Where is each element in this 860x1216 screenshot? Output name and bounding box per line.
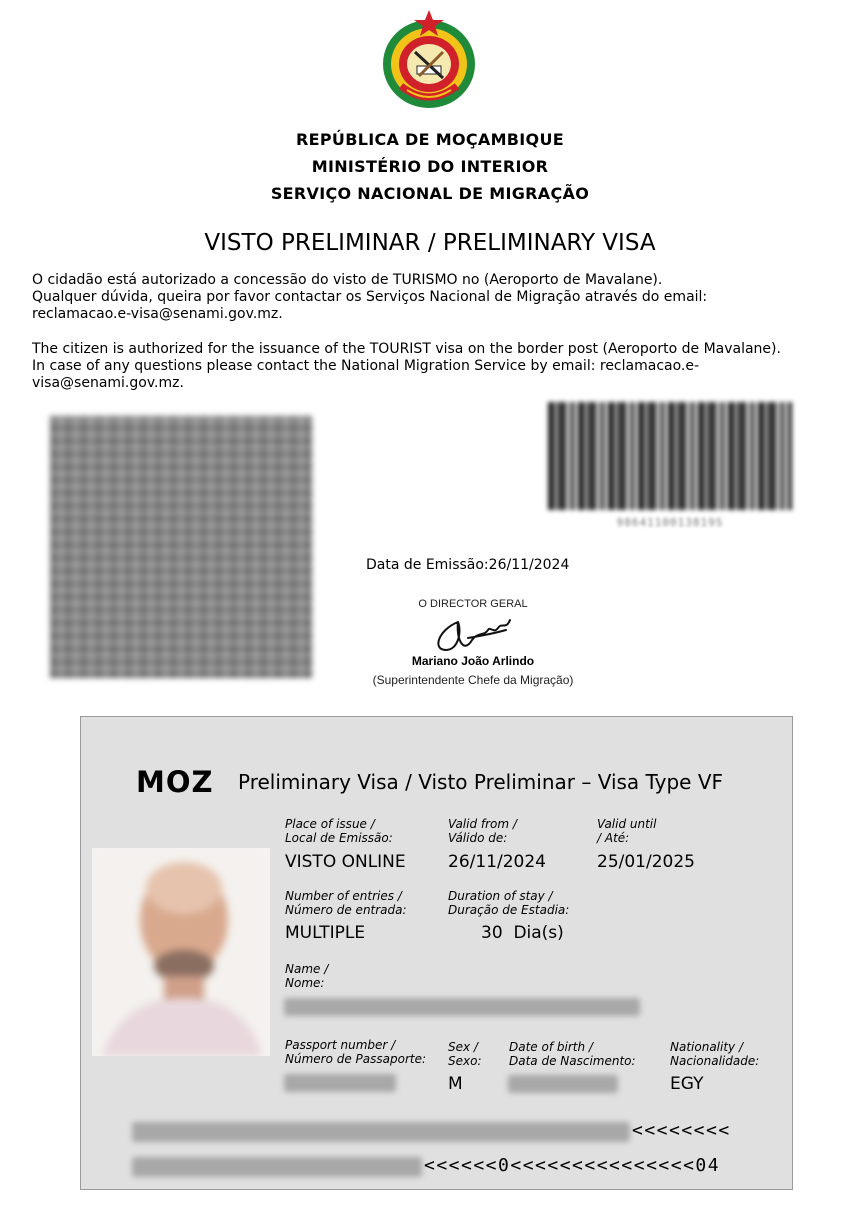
passport-label <box>285 1038 426 1066</box>
dob-label-pt: Data de Nascimento: <box>509 1054 636 1068</box>
duration-label-pt: Duração de Estadia: <box>448 903 570 917</box>
entries-label <box>285 889 407 917</box>
qr-code <box>50 416 312 678</box>
valid-from-value: 26/11/2024 <box>448 852 546 872</box>
entries-value: MULTIPLE <box>285 923 366 943</box>
dob-redacted <box>508 1075 618 1093</box>
signature-title: O DIRECTOR GERAL <box>418 598 528 610</box>
duration-label <box>448 889 569 917</box>
issue-date-value: 26/11/2024 <box>488 557 570 573</box>
valid-until-label-pt: / Até: <box>597 831 630 845</box>
passport-number-redacted <box>284 1074 396 1092</box>
valid-from-label <box>448 817 517 845</box>
visa-type-title: Preliminary Visa / Visto Preliminar – Visa Type VF <box>238 770 724 794</box>
sex-label-en: Sex / <box>448 1040 478 1054</box>
handwritten-signature <box>428 610 518 660</box>
nationality-label-en: Nationality / <box>670 1040 744 1054</box>
mrz-line-1-redacted <box>132 1122 630 1142</box>
nationality-label <box>670 1040 759 1068</box>
place-of-issue-label-en: Place of issue / <box>285 817 375 831</box>
entries-label-pt: Número de entrada: <box>285 903 407 917</box>
paragraph-pt-line-1: O cidadão está autorizado a concessão do visto de TURISMO no (Aeroporto de Mavalane). <box>32 272 663 288</box>
signatory-role: (Superintendente Chefe da Migração) <box>372 673 574 687</box>
sex-value: M <box>448 1074 463 1094</box>
name-label <box>285 962 328 990</box>
header-republic: REPÚBLICA DE MOÇAMBIQUE <box>296 130 564 149</box>
place-of-issue-label <box>285 817 393 845</box>
dob-label-en: Date of birth / <box>509 1040 593 1054</box>
valid-until-label <box>597 817 656 845</box>
mrz-line-2-redacted <box>132 1157 422 1177</box>
valid-until-label-en: Valid until <box>597 817 657 831</box>
valid-from-label-pt: Válido de: <box>448 831 508 845</box>
header-ministry: MINISTÉRIO DO INTERIOR <box>311 157 549 176</box>
duration-value: 30 Dia(s) <box>481 923 564 943</box>
sex-label-pt: Sexo: <box>448 1054 482 1068</box>
paragraph-en-line-1: The citizen is authorized for the issuance of the TOURIST visa on the border post (Aeroporto de Mavalane). <box>32 341 781 357</box>
mozambique-emblem <box>377 8 481 112</box>
mrz-line-2-tail: <<<<<<0<<<<<<<<<<<<<<<04 <box>424 1155 721 1176</box>
sex-label <box>448 1040 482 1068</box>
nationality-label-pt: Nacionalidade: <box>670 1054 760 1068</box>
header-service: SERVIÇO NACIONAL DE MIGRAÇÃO <box>270 184 590 203</box>
paragraph-portuguese <box>32 272 832 323</box>
paragraph-pt-line-3: reclamacao.e-visa@senami.gov.mz. <box>32 306 283 322</box>
paragraph-en-line-3: visa@senami.gov.mz. <box>32 375 184 391</box>
barcode-number: 9864110013819S <box>616 516 724 529</box>
country-code: MOZ <box>136 765 214 799</box>
name-label-pt: Nome: <box>285 976 325 990</box>
passport-label-en: Passport number / <box>285 1038 396 1052</box>
paragraph-english <box>32 341 832 392</box>
dob-label <box>509 1040 636 1068</box>
document-title: VISTO PRELIMINAR / PRELIMINARY VISA <box>204 230 656 256</box>
paragraph-en-line-2: In case of any questions please contact the National Migration Service by email: reclamacao.e- <box>32 358 700 374</box>
valid-until-value: 25/01/2025 <box>597 852 695 872</box>
issue-date-label: Data de Emissão: <box>366 557 489 573</box>
entries-label-en: Number of entries / <box>285 889 402 903</box>
place-of-issue-label-pt: Local de Emissão: <box>285 831 393 845</box>
signatory-name: Mariano João Arlindo <box>411 654 535 668</box>
name-label-en: Name / <box>285 962 329 976</box>
holder-photo <box>92 848 270 1056</box>
mrz-line-1-tail: <<<<<<<< <box>632 1120 731 1141</box>
paragraph-pt-line-2: Qualquer dúvida, queira por favor contactar os Serviços Nacional de Migração através do email: <box>32 289 708 305</box>
barcode <box>548 402 792 510</box>
issue-date <box>366 557 569 573</box>
valid-from-label-en: Valid from / <box>448 817 517 831</box>
name-redacted <box>284 998 640 1016</box>
duration-label-en: Duration of stay / <box>448 889 553 903</box>
place-of-issue-value: VISTO ONLINE <box>285 852 406 872</box>
passport-label-pt: Número de Passaporte: <box>285 1052 427 1066</box>
nationality-value: EGY <box>670 1074 704 1094</box>
